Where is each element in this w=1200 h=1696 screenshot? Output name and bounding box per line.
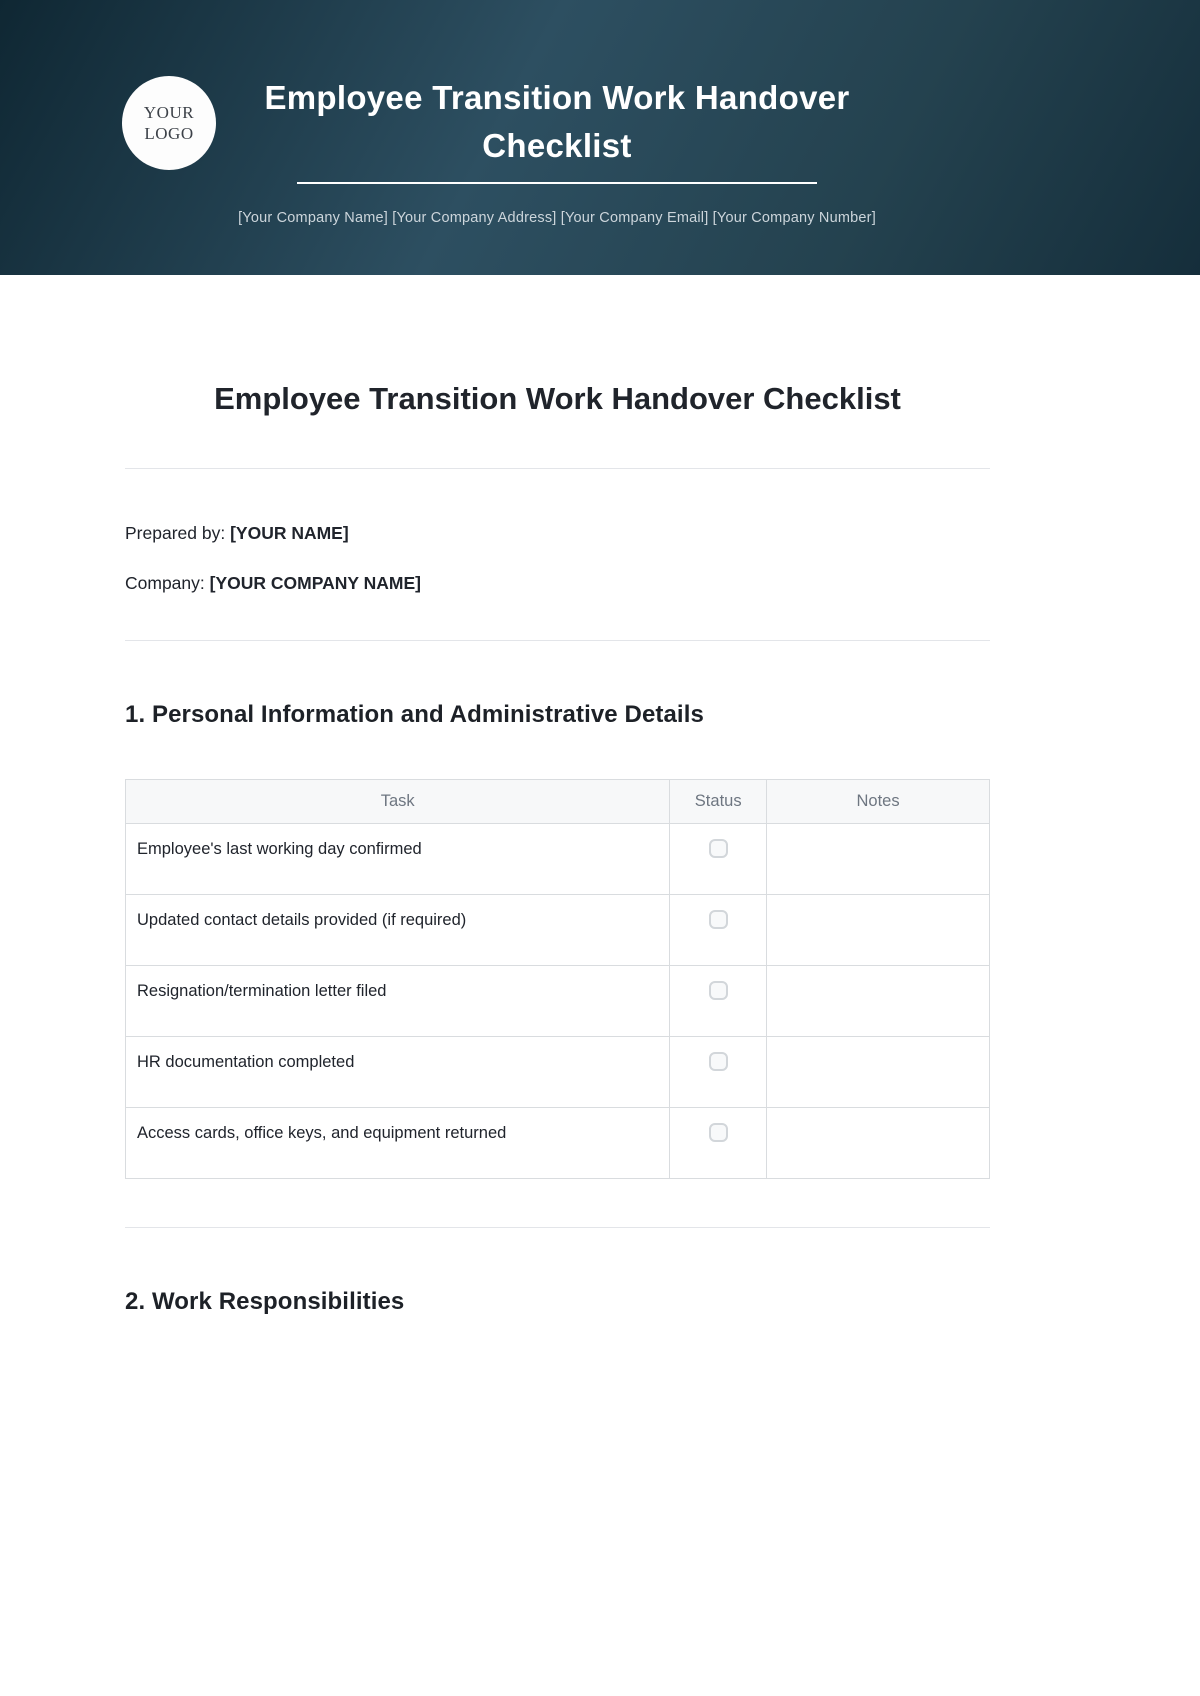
table-row bbox=[126, 895, 990, 966]
divider bbox=[125, 640, 990, 641]
prepared-by-line bbox=[125, 523, 990, 544]
header-title-underline bbox=[297, 182, 817, 184]
header-center-block bbox=[0, 0, 1114, 275]
notes-cell[interactable] bbox=[767, 966, 990, 1037]
page-header-banner bbox=[0, 0, 1200, 275]
task-cell: Employee's last working day confirmed bbox=[126, 824, 670, 895]
company-label: Company: bbox=[125, 573, 205, 594]
prepared-by-value: [YOUR NAME] bbox=[230, 523, 349, 544]
task-cell: Resignation/termination letter filed bbox=[126, 966, 670, 1037]
divider bbox=[125, 1227, 990, 1228]
status-checkbox[interactable] bbox=[709, 1052, 728, 1071]
section-1-heading: 1. Personal Information and Administrative Details bbox=[125, 701, 704, 729]
table-header-row bbox=[126, 780, 990, 824]
table-row bbox=[126, 824, 990, 895]
task-cell: Access cards, office keys, and equipment returned bbox=[126, 1108, 670, 1179]
company-contact-line: [Your Company Name] [Your Company Address] [Your Company Email] [Your Company Number] bbox=[238, 209, 876, 226]
status-checkbox[interactable] bbox=[709, 839, 728, 858]
divider bbox=[125, 468, 990, 469]
column-header-status: Status bbox=[670, 780, 767, 824]
notes-cell[interactable] bbox=[767, 1108, 990, 1179]
header-title: Employee Transition Work Handover Checklist bbox=[264, 79, 850, 164]
task-cell: Updated contact details provided (if required) bbox=[126, 895, 670, 966]
status-cell bbox=[670, 1108, 767, 1179]
status-cell bbox=[670, 966, 767, 1037]
company-value: [YOUR COMPANY NAME] bbox=[209, 573, 421, 594]
status-checkbox[interactable] bbox=[709, 910, 728, 929]
prepared-by-label: Prepared by: bbox=[125, 523, 226, 544]
document-body bbox=[125, 377, 990, 1316]
notes-cell[interactable] bbox=[767, 824, 990, 895]
company-line bbox=[125, 573, 990, 594]
section-2-heading: 2. Work Responsibilities bbox=[125, 1288, 405, 1316]
task-cell: HR documentation completed bbox=[126, 1037, 670, 1108]
status-checkbox[interactable] bbox=[709, 981, 728, 1000]
status-cell bbox=[670, 824, 767, 895]
notes-cell[interactable] bbox=[767, 1037, 990, 1108]
table-row bbox=[126, 966, 990, 1037]
logo-text-line2: LOGO bbox=[144, 124, 194, 143]
column-header-task: Task bbox=[126, 780, 670, 824]
checklist-table bbox=[125, 779, 990, 1179]
status-checkbox[interactable] bbox=[709, 1123, 728, 1142]
table-row bbox=[126, 1108, 990, 1179]
status-cell bbox=[670, 895, 767, 966]
table-row bbox=[126, 1037, 990, 1108]
column-header-notes: Notes bbox=[767, 780, 990, 824]
notes-cell[interactable] bbox=[767, 895, 990, 966]
logo-text-line1: YOUR bbox=[143, 102, 195, 122]
document-title: Employee Transition Work Handover Checklist bbox=[214, 381, 901, 416]
status-cell bbox=[670, 1037, 767, 1108]
